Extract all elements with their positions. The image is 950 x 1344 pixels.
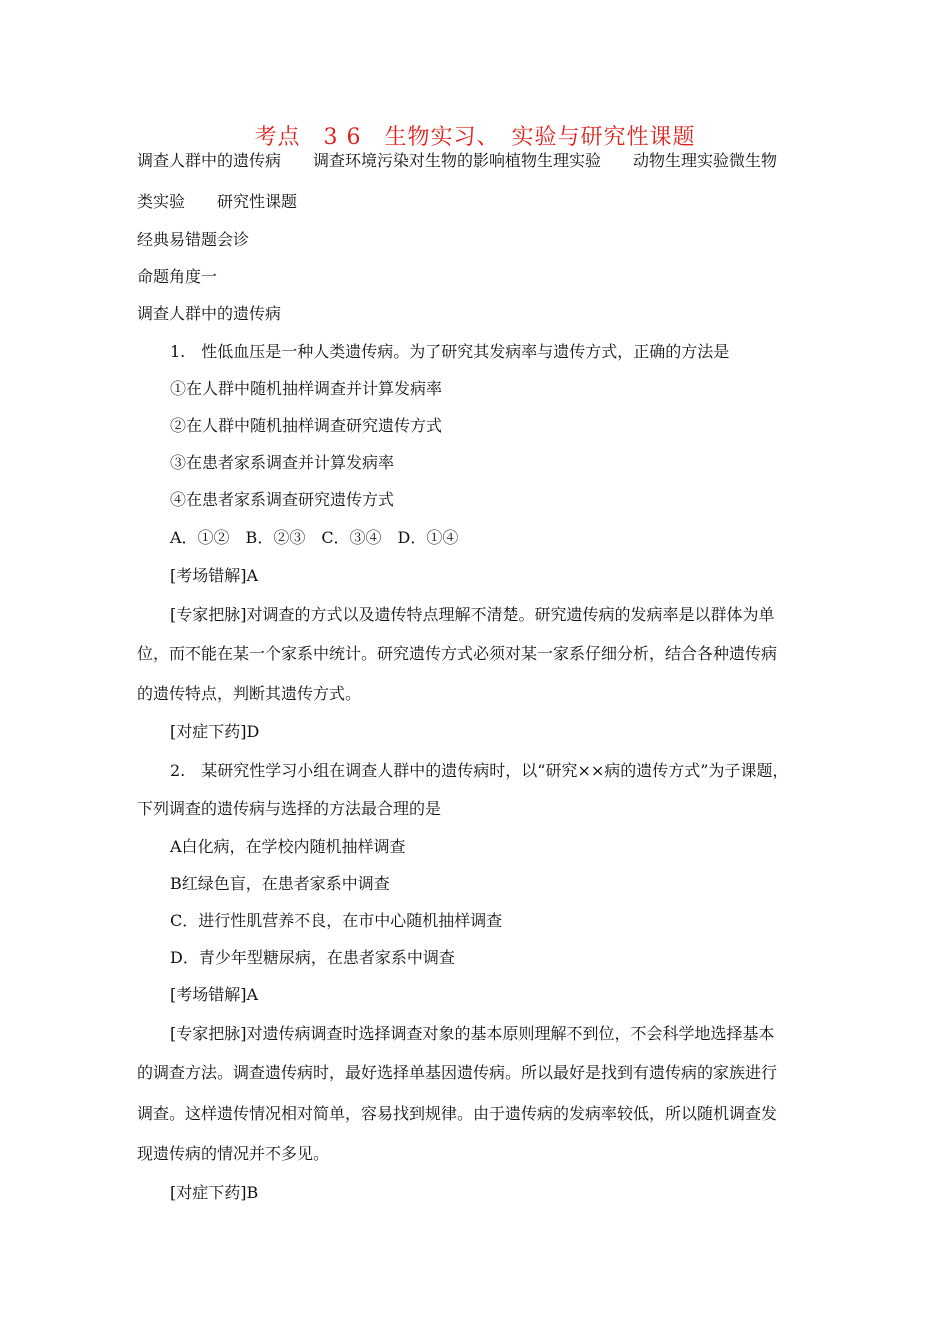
question-2-option-b: B红绿色盲，在患者家系中调查: [170, 874, 390, 893]
question-2-analysis-line-2: 的调查方法。调查遗传病时，最好选择单基因遗传病。所以最好是找到有遗传病的家族进行: [137, 1063, 778, 1082]
question-1-analysis-line-2: 位，而不能在某一个家系中统计。研究遗传方式必须对某一家系仔细分析，结合各种遗传病: [137, 644, 778, 663]
topic-heading: 调查人群中的遗传病: [137, 304, 282, 323]
question-2-option-d: D．青少年型糖尿病，在患者家系中调查: [170, 948, 455, 967]
question-2-option-a: A白化病，在学校内随机抽样调查: [170, 837, 406, 856]
question-2-wrong-answer: [考场错解]A: [170, 985, 259, 1004]
question-1-item-4: ④在患者家系调查研究遗传方式: [170, 490, 395, 509]
section-heading: 经典易错题会诊: [137, 230, 250, 249]
question-1-analysis-line-1: [专家把脉]对调查的方式以及遗传特点理解不清楚。研究遗传病的发病率是以群体为单: [170, 605, 775, 624]
question-1-wrong-answer: [考场错解]A: [170, 566, 259, 585]
question-2-analysis-line-1: [专家把脉]对遗传病调查时选择调查对象的基本原则理解不到位，不会科学地选择基本: [170, 1024, 775, 1043]
question-2-option-c: C．进行性肌营养不良，在市中心随机抽样调查: [170, 911, 503, 930]
question-2-correct-answer: [对症下药]B: [170, 1183, 259, 1202]
topic-list-line-2: 类实验 研究性课题: [137, 192, 298, 211]
question-1: 1. 性低血压是一种人类遗传病。为了研究其发病率与遗传方式，正确的方法是: [170, 342, 730, 361]
question-2-analysis-line-3: 调查。这样遗传情况相对简单，容易找到规律。由于遗传病的发病率较低，所以随机调查发: [137, 1104, 778, 1123]
question-1-analysis-line-3: 的遗传特点，判断其遗传方式。: [137, 684, 362, 703]
question-2-line-2: 下列调查的遗传病与选择的方法最合理的是: [137, 799, 442, 818]
question-1-item-1: ①在人群中随机抽样调查并计算发病率: [170, 379, 443, 398]
question-1-correct-answer: [对症下药]D: [170, 722, 260, 741]
topic-list-line-1: 调查人群中的遗传病 调查环境污染对生物的影响植物生理实验 动物生理实验微生物: [137, 151, 778, 170]
document-title: 考点 3 6 生物实习、 实验与研究性课题: [254, 125, 696, 150]
question-2-analysis-line-4: 现遗传病的情况并不多见。: [137, 1144, 330, 1163]
subsection-heading: 命题角度一: [137, 267, 218, 286]
question-2-line-1: 2. 某研究性学习小组在调查人群中的遗传病时，以“研究××病的遗传方式”为子课题，: [170, 761, 789, 780]
question-1-item-2: ②在人群中随机抽样调查研究遗传方式: [170, 416, 443, 435]
question-1-item-3: ③在患者家系调查并计算发病率: [170, 453, 395, 472]
question-1-options: A．①② B．②③ C．③④ D．①④: [170, 528, 459, 547]
